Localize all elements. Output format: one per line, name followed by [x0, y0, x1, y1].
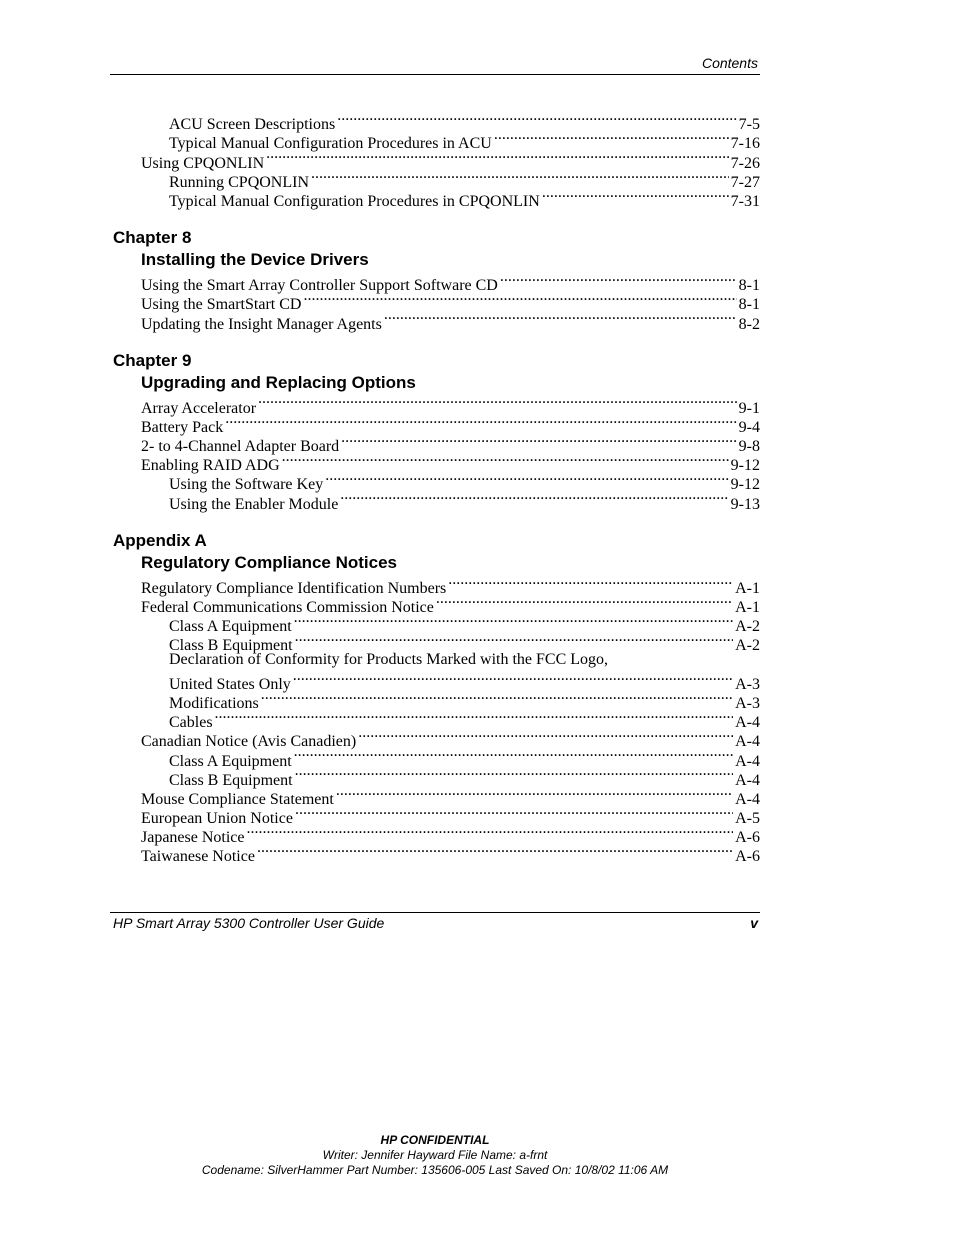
toc-entry-title: Using CPQONLIN — [141, 154, 265, 172]
chapter-8-entries — [110, 271, 760, 333]
chapter-9-entries — [110, 394, 760, 513]
toc-entry-page: 9-12 — [730, 457, 760, 475]
toc-entry-title: Taiwanese Notice — [141, 848, 255, 866]
toc-entry-title: Mouse Compliance Statement — [141, 790, 334, 808]
toc-entry-title: Class B Equipment — [169, 637, 293, 655]
toc-entry-page: 7-26 — [730, 154, 760, 172]
chapter-title: Installing the Device Drivers — [141, 249, 369, 269]
toc-entry-page: 9-1 — [738, 399, 760, 417]
header-rule — [110, 74, 760, 75]
toc-entry-title: Enabling RAID ADG — [141, 457, 280, 475]
chapter-9-section — [110, 350, 760, 513]
confidential-line-3: Codename: SilverHammer Part Number: 135606-005 Last Saved On: 10/8/02 11:06 AM — [201, 1163, 669, 1177]
dot-leader — [325, 470, 728, 489]
toc-entry-page: A-5 — [735, 810, 760, 828]
toc-entry-page: 7-16 — [730, 135, 760, 153]
dot-leader — [358, 727, 733, 746]
toc-entry-page: A-4 — [735, 752, 760, 770]
toc-entry-title: Declaration of Conformity for Products Marked with the FCC Logo, — [169, 651, 609, 669]
table-of-contents — [110, 110, 760, 866]
toc-entry-page: 8-2 — [738, 315, 760, 333]
toc-entry[interactable] — [169, 670, 760, 693]
running-header: Contents — [701, 55, 758, 71]
toc-entry-page: A-6 — [735, 829, 760, 847]
toc-entry-title: Typical Manual Configuration Procedures in ACU — [169, 135, 492, 153]
toc-entry-title: Updating the Insight Manager Agents — [141, 315, 382, 333]
toc-entry[interactable] — [141, 727, 760, 751]
dot-leader — [282, 451, 729, 470]
dot-leader — [340, 489, 728, 508]
toc-entry-title: Class A Equipment — [169, 618, 292, 636]
chapter-8-section — [110, 227, 760, 333]
toc-entry-title: Regulatory Compliance Identification Numbers — [141, 579, 447, 597]
toc-entry-title: Using the Software Key — [169, 476, 324, 494]
dot-leader — [436, 593, 733, 612]
toc-entry-title: 2- to 4-Channel Adapter Board — [141, 438, 340, 456]
toc-entry-page: 7-5 — [738, 116, 760, 134]
toc-entry-page: A-4 — [735, 714, 760, 732]
dot-leader — [258, 394, 737, 413]
dot-leader — [448, 574, 733, 593]
appendix-a-section — [110, 530, 760, 866]
dot-leader — [337, 110, 736, 129]
toc-entry-title: European Union Notice — [141, 810, 293, 828]
dot-leader — [294, 612, 733, 631]
dot-leader — [295, 766, 734, 785]
dot-leader — [257, 842, 733, 861]
toc-entry[interactable] — [141, 271, 760, 295]
dot-leader — [261, 689, 733, 708]
toc-entry-title: Federal Communications Commission Notice — [141, 599, 434, 616]
dot-leader — [500, 271, 737, 290]
toc-entry-title: Running CPQONLIN — [169, 173, 310, 191]
toc-entry-page: A-1 — [735, 579, 760, 597]
footer-guide-title: HP Smart Array 5300 Controller User Guide — [113, 915, 385, 931]
dot-leader — [494, 129, 729, 148]
toc-entry-page: 8-1 — [738, 296, 760, 314]
chapter-title: Upgrading and Replacing Options — [141, 372, 416, 392]
toc-entry-page: A-4 — [735, 733, 760, 751]
toc-entry-page: 9-12 — [730, 476, 760, 494]
toc-entry-page: A-3 — [735, 675, 760, 693]
toc-entry[interactable] — [169, 650, 760, 669]
dot-leader — [225, 413, 736, 432]
footer-rule — [110, 912, 760, 913]
dot-leader — [293, 670, 733, 689]
toc-entry[interactable] — [169, 708, 760, 732]
dot-leader — [384, 309, 737, 328]
toc-entry-page: 7-31 — [730, 192, 760, 210]
toc-entry-title: Canadian Notice (Avis Canadien) — [141, 733, 357, 751]
toc-entry-title: Modifications — [169, 694, 259, 712]
toc-entry-title: Typical Manual Configuration Procedures in CPQONLIN — [169, 192, 540, 210]
dot-leader — [341, 432, 737, 451]
toc-entry-page: A-2 — [735, 637, 760, 655]
toc-entry[interactable] — [141, 574, 760, 597]
toc-entry-page: A-4 — [735, 790, 760, 808]
toc-entry-page: A-4 — [735, 771, 760, 789]
confidential-line-2: Writer: Jennifer Hayward File Name: a-frnt — [322, 1148, 548, 1162]
toc-entry-title: ACU Screen Descriptions — [169, 116, 336, 134]
chapter-title: Regulatory Compliance Notices — [141, 552, 398, 572]
dot-leader — [311, 168, 729, 187]
toc-entry-page: 9-13 — [730, 495, 760, 513]
dot-leader — [542, 187, 729, 206]
toc-entry-page: A-3 — [735, 694, 760, 712]
toc-entry-title: Using the Smart Array Controller Support Software CD — [141, 277, 498, 295]
toc-entry-title: Class A Equipment — [169, 752, 292, 770]
toc-entry-title: Using the Enabler Module — [169, 495, 339, 513]
dot-leader — [295, 631, 734, 650]
toc-entry[interactable] — [141, 432, 760, 456]
toc-entry-title: United States Only — [169, 675, 291, 693]
toc-entry[interactable] — [169, 110, 760, 134]
toc-entry[interactable] — [141, 394, 760, 417]
appendix-a-entries — [110, 574, 760, 866]
toc-entry-title: Array Accelerator — [141, 399, 257, 417]
toc-entry-page: A-6 — [735, 848, 760, 866]
dot-leader — [215, 708, 734, 727]
continued-entries — [110, 110, 760, 210]
dot-leader — [295, 804, 733, 823]
dot-leader — [303, 290, 736, 309]
toc-entry-page: A-1 — [735, 599, 760, 616]
toc-entry[interactable] — [141, 413, 760, 436]
toc-entry-page: 8-1 — [738, 277, 760, 295]
toc-entry-title: Using the SmartStart CD — [141, 296, 302, 314]
chapter-label: Appendix A — [113, 530, 207, 550]
toc-entry-title: Battery Pack — [141, 418, 224, 436]
confidential-notice — [0, 1133, 870, 1178]
dot-leader — [247, 823, 734, 842]
dot-leader — [266, 148, 729, 167]
dot-leader — [336, 785, 733, 804]
toc-entry-title: Japanese Notice — [141, 829, 245, 847]
toc-entry-title: Cables — [169, 714, 213, 732]
chapter-label: Chapter 9 — [113, 350, 192, 370]
footer-page-number: v — [750, 915, 758, 931]
toc-entry-page: 7-27 — [730, 173, 760, 191]
toc-entry-page: A-2 — [735, 618, 760, 636]
toc-entry-page: 9-4 — [738, 418, 760, 436]
toc-entry-page: 9-8 — [738, 438, 760, 456]
dot-leader — [294, 746, 733, 765]
toc-entry-title: Class B Equipment — [169, 771, 293, 789]
confidential-line-1: HP CONFIDENTIAL — [380, 1133, 490, 1147]
chapter-label: Chapter 8 — [113, 227, 192, 247]
